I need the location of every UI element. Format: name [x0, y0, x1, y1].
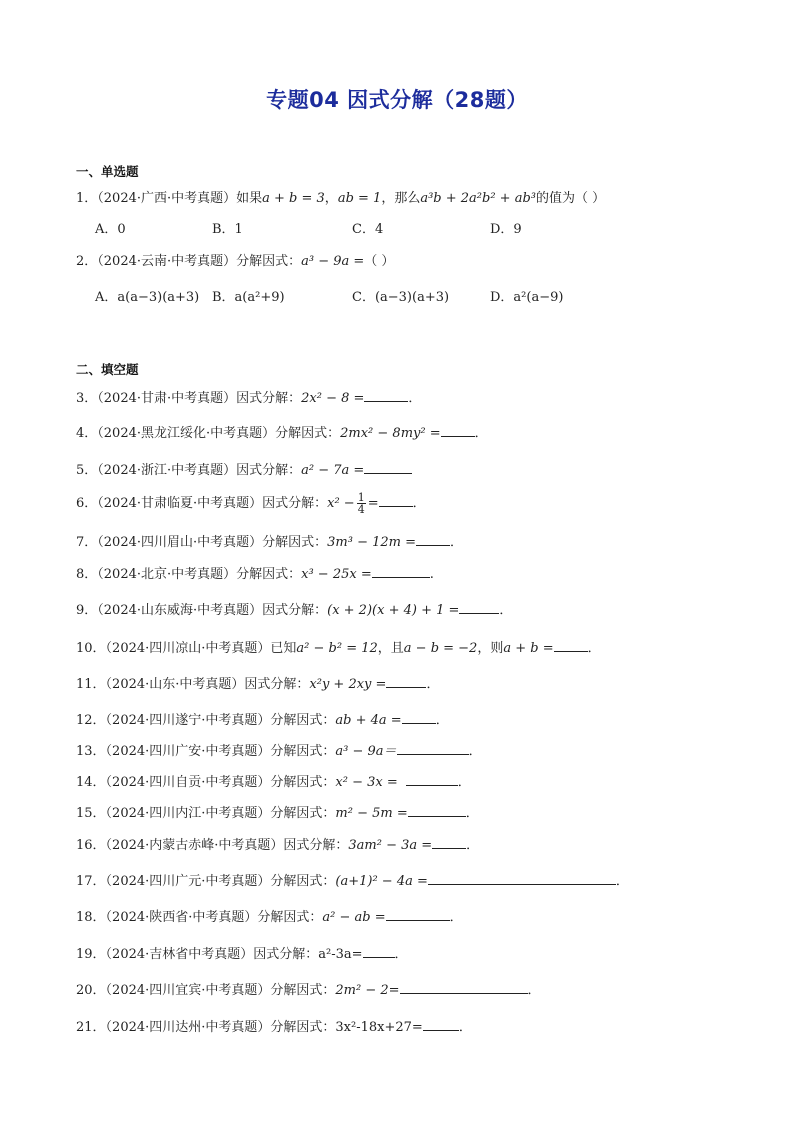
question-9: 9．（2024·山东威海·中考真题）因式分解：(x + 2)(x + 4) + 1 = ．: [76, 603, 513, 618]
answer-blank[interactable]: [554, 639, 588, 652]
q2-option-a: A．a(a−3)(a+3): [95, 290, 200, 305]
question-17: 17．（2024·四川广元·中考真题）分解因式：(a+1)² − 4a = ．: [76, 874, 629, 889]
answer-blank[interactable]: [379, 494, 413, 507]
answer-blank[interactable]: [402, 711, 436, 724]
question-16: 16．（2024·内蒙古赤峰·中考真题）因式分解：3am² − 3a = ．: [76, 838, 480, 853]
answer-blank[interactable]: [400, 981, 528, 994]
question-8: 8．（2024·北京·中考真题）分解因式：x³ − 25x = .: [76, 567, 434, 582]
answer-blank[interactable]: [441, 424, 475, 437]
answer-blank[interactable]: [416, 533, 450, 546]
question-14: 14．（2024·四川自贡·中考真题）分解因式：x² − 3x = ．: [76, 775, 471, 790]
q1-option-b: B．1: [212, 222, 243, 237]
section-heading-single-choice: 一、单选题: [76, 164, 139, 179]
q1-option-a: A．0: [95, 222, 126, 237]
question-11: 11．（2024·山东·中考真题）因式分解：x²y + 2xy = ．: [76, 677, 440, 692]
answer-blank[interactable]: [459, 601, 499, 614]
question-15: 15．（2024·四川内江·中考真题）分解因式：m² − 5m = ．: [76, 806, 479, 821]
question-1-expr3: a³b + 2a²b² + ab³: [420, 191, 536, 206]
question-6: 6．（2024·甘肃临夏·中考真题）因式分解：x² − $\frac{1}{4}$ = ．: [76, 491, 426, 516]
question-2-suffix: （ ）: [364, 254, 395, 269]
question-10: 10．（2024·四川凉山·中考真题）已知a² − b² = 12，且a − b = −2，则a + b = ．: [76, 641, 601, 656]
answer-blank[interactable]: [423, 1018, 459, 1031]
q1-option-c: C．4: [352, 222, 384, 237]
question-21: 21．（2024·四川达州·中考真题）分解因式：3x²-18x+27= ．: [76, 1020, 472, 1035]
answer-blank[interactable]: [363, 945, 395, 958]
fraction: $\frac{1}{4}$: [357, 491, 365, 516]
answer-blank[interactable]: [386, 675, 426, 688]
question-1: [76, 187, 605, 206]
question-1-mid: ，那么: [381, 191, 421, 206]
answer-blank[interactable]: [386, 908, 450, 921]
question-5: 5．（2024·浙江·中考真题）因式分解：a² − 7a =: [76, 459, 412, 478]
question-1-prefix: 1．（2024·广西·中考真题）如果: [76, 191, 263, 206]
question-1-sep: ，: [324, 191, 338, 206]
answer-blank[interactable]: [372, 565, 430, 578]
question-2: [76, 250, 394, 269]
answer-blank[interactable]: [364, 389, 408, 402]
question-20: 20．（2024·四川宜宾·中考真题）分解因式：2m² − 2= ．: [76, 983, 541, 998]
question-1-suffix: 的值为（ ）: [536, 191, 606, 206]
answer-blank[interactable]: [428, 872, 616, 885]
question-18: 18．（2024·陕西省·中考真题）分解因式：a² − ab = ．: [76, 910, 463, 925]
question-19: 19．（2024·吉林省中考真题）因式分解：a²-3a= ．: [76, 947, 408, 962]
question-7: 7．（2024·四川眉山·中考真题）分解因式：3m³ − 12m = ．: [76, 535, 464, 550]
question-1-expr2: ab = 1: [337, 191, 382, 206]
answer-blank[interactable]: [397, 742, 469, 755]
question-1-expr1: a + b = 3: [262, 191, 325, 206]
question-4: 4．（2024·黑龙江绥化·中考真题）分解因式：2mx² − 8my² = ．: [76, 426, 488, 441]
section-heading-fill-blank: 二、填空题: [76, 362, 139, 377]
answer-blank[interactable]: [364, 461, 412, 474]
q1-option-d: D．9: [490, 222, 522, 237]
answer-blank[interactable]: [406, 773, 458, 786]
q2-option-d: D．a²(a−9): [490, 290, 564, 305]
question-12: 12．（2024·四川遂宁·中考真题）分解因式：ab + 4a = ．: [76, 713, 449, 728]
answer-blank[interactable]: [432, 836, 466, 849]
page-title: 专题04 因式分解（28题）: [266, 88, 528, 112]
question-2-expr: a³ − 9a =: [301, 254, 365, 269]
question-3: 3．（2024·甘肃·中考真题）因式分解：2x² − 8 = ．: [76, 391, 422, 406]
q2-option-c: C．(a−3)(a+3): [352, 290, 450, 305]
answer-blank[interactable]: [408, 804, 466, 817]
q2-option-b: B．a(a²+9): [212, 290, 285, 305]
question-13: 13．（2024·四川广安·中考真题）分解因式：a³ − 9a＝ ．: [76, 744, 482, 759]
question-2-prefix: 2．（2024·云南·中考真题）分解因式：: [76, 254, 302, 269]
